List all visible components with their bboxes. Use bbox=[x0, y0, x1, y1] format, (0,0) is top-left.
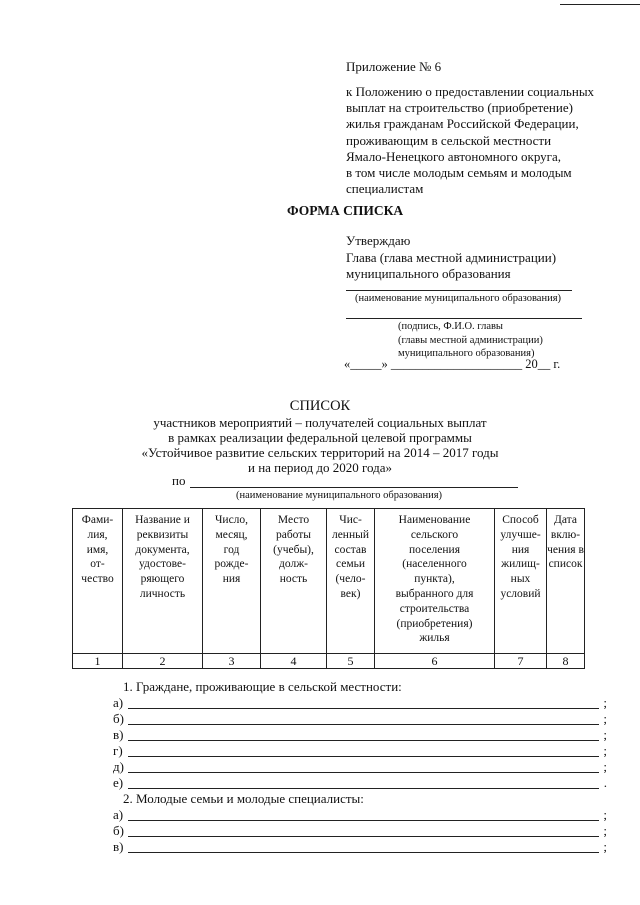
header-cell-id-document: Название и реквизиты документа, удостове- ряющего личность bbox=[123, 509, 203, 654]
list-item bbox=[113, 807, 613, 823]
fill-line bbox=[128, 820, 599, 821]
fill-line bbox=[128, 788, 599, 789]
item-label: е) bbox=[113, 775, 124, 790]
list-subtitle-line: «Устойчивое развитие сельских территорий на 2014 – 2017 годы bbox=[141, 445, 499, 460]
fill-line bbox=[128, 708, 599, 709]
column-number: 3 bbox=[203, 654, 261, 669]
list-subtitle-line: участников мероприятий – получателей социальных выплат bbox=[153, 415, 487, 430]
header-cell-settlement: Наименование сельского поселения (населенного пункта), выбранного для строительства (приобретения) жилья bbox=[375, 509, 495, 654]
column-number: 8 bbox=[547, 654, 585, 669]
annex-line: проживающим в сельской местности bbox=[346, 132, 552, 148]
municipality-name-line bbox=[190, 487, 518, 488]
list-subtitle bbox=[0, 415, 640, 475]
list-item bbox=[113, 823, 613, 839]
list-item bbox=[113, 695, 613, 711]
item-end-mark: ; bbox=[603, 807, 607, 822]
column-number: 6 bbox=[375, 654, 495, 669]
signature-caption-line: (главы местной администрации) bbox=[398, 334, 543, 346]
item-label: а) bbox=[113, 695, 124, 710]
header-cell-full-name: Фами- лия, имя, от- чество bbox=[73, 509, 123, 654]
annex-title: Приложение № 6 bbox=[346, 59, 442, 74]
item-label: б) bbox=[113, 823, 124, 838]
annex-line: специалистам bbox=[346, 181, 424, 197]
item-end-mark: . bbox=[603, 775, 607, 790]
participants-table bbox=[72, 508, 585, 669]
list-item bbox=[113, 839, 613, 855]
annex-line: в том числе молодым семьям и молодым bbox=[346, 165, 572, 181]
top-edge-line bbox=[560, 4, 640, 5]
item-label: а) bbox=[113, 807, 124, 822]
item-end-mark: ; bbox=[603, 839, 607, 854]
list-item bbox=[113, 775, 613, 791]
item-label: в) bbox=[113, 839, 124, 854]
table-header-row bbox=[73, 509, 585, 654]
annex-line: выплат на строительство (приобретение) bbox=[346, 100, 573, 116]
annex-line: к Положению о предоставлении социальных bbox=[346, 84, 595, 99]
list-subtitle-line: и на период до 2020 года» bbox=[248, 460, 392, 475]
item-label: д) bbox=[113, 759, 124, 774]
item-end-mark: ; bbox=[603, 759, 607, 774]
header-cell-workplace: Место работы (учебы), долж- ность bbox=[261, 509, 327, 654]
annex-line: жилья гражданам Российской Федерации, bbox=[346, 116, 579, 132]
fill-line bbox=[128, 724, 599, 725]
item-end-mark: ; bbox=[603, 727, 607, 742]
municipality-caption: (наименование муниципального образования) bbox=[355, 293, 562, 304]
po-label: по bbox=[172, 473, 186, 488]
list-item bbox=[113, 727, 613, 743]
item-label: б) bbox=[113, 711, 124, 726]
header-cell-improvement-method: Способ улучше- ния жилищ- ных условий bbox=[495, 509, 547, 654]
column-number: 2 bbox=[123, 654, 203, 669]
signature-line bbox=[346, 318, 582, 319]
item-end-mark: ; bbox=[603, 695, 607, 710]
municipality-name-caption: (наименование муниципального образования) bbox=[236, 490, 443, 501]
fill-line bbox=[128, 756, 599, 757]
signature-caption-line: муниципального образования) bbox=[398, 348, 535, 359]
fill-line bbox=[128, 740, 599, 741]
signature-caption bbox=[398, 320, 543, 361]
approval-date-line: «_____» _____________________ 20__ г. bbox=[344, 357, 561, 371]
item-end-mark: ; bbox=[603, 823, 607, 838]
fill-line bbox=[128, 836, 599, 837]
fill-line bbox=[128, 852, 599, 853]
list-item bbox=[113, 759, 613, 775]
approve-line: муниципального образования bbox=[346, 266, 511, 281]
column-number: 4 bbox=[261, 654, 327, 669]
header-cell-inclusion-date: Дата вклю- чения в список bbox=[547, 509, 585, 654]
list-title: СПИСОК bbox=[289, 398, 351, 414]
item-end-mark: ; bbox=[603, 743, 607, 758]
approve-line: Утверждаю bbox=[346, 233, 411, 248]
section-title: 2. Молодые семьи и молодые специалисты: bbox=[123, 791, 364, 806]
signature-caption-line: (подпись, Ф.И.О. главы bbox=[398, 321, 503, 332]
list-item bbox=[113, 711, 613, 727]
column-number: 1 bbox=[73, 654, 123, 669]
item-label: г) bbox=[113, 743, 123, 758]
annex-body bbox=[346, 84, 626, 197]
column-number: 5 bbox=[327, 654, 375, 669]
municipality-signature-line bbox=[346, 290, 572, 291]
form-title: ФОРМА СПИСКА bbox=[287, 203, 404, 218]
list-subtitle-line: в рамках реализации федеральной целевой программы bbox=[168, 430, 472, 445]
column-number: 7 bbox=[495, 654, 547, 669]
header-cell-family-size: Чис- ленный состав семьи (чело- век) bbox=[327, 509, 375, 654]
header-cell-birth-date: Число, месяц, год рожде- ния bbox=[203, 509, 261, 654]
list-item bbox=[113, 743, 613, 759]
fill-line bbox=[128, 772, 599, 773]
section-title: 1. Граждане, проживающие в сельской местности: bbox=[123, 679, 402, 694]
table-number-row bbox=[73, 654, 585, 669]
approve-line: Глава (глава местной администрации) bbox=[346, 249, 557, 265]
annex-line: Ямало-Ненецкого автономного округа, bbox=[346, 148, 562, 164]
approve-block bbox=[346, 233, 556, 283]
item-end-mark: ; bbox=[603, 711, 607, 726]
item-label: в) bbox=[113, 727, 124, 742]
